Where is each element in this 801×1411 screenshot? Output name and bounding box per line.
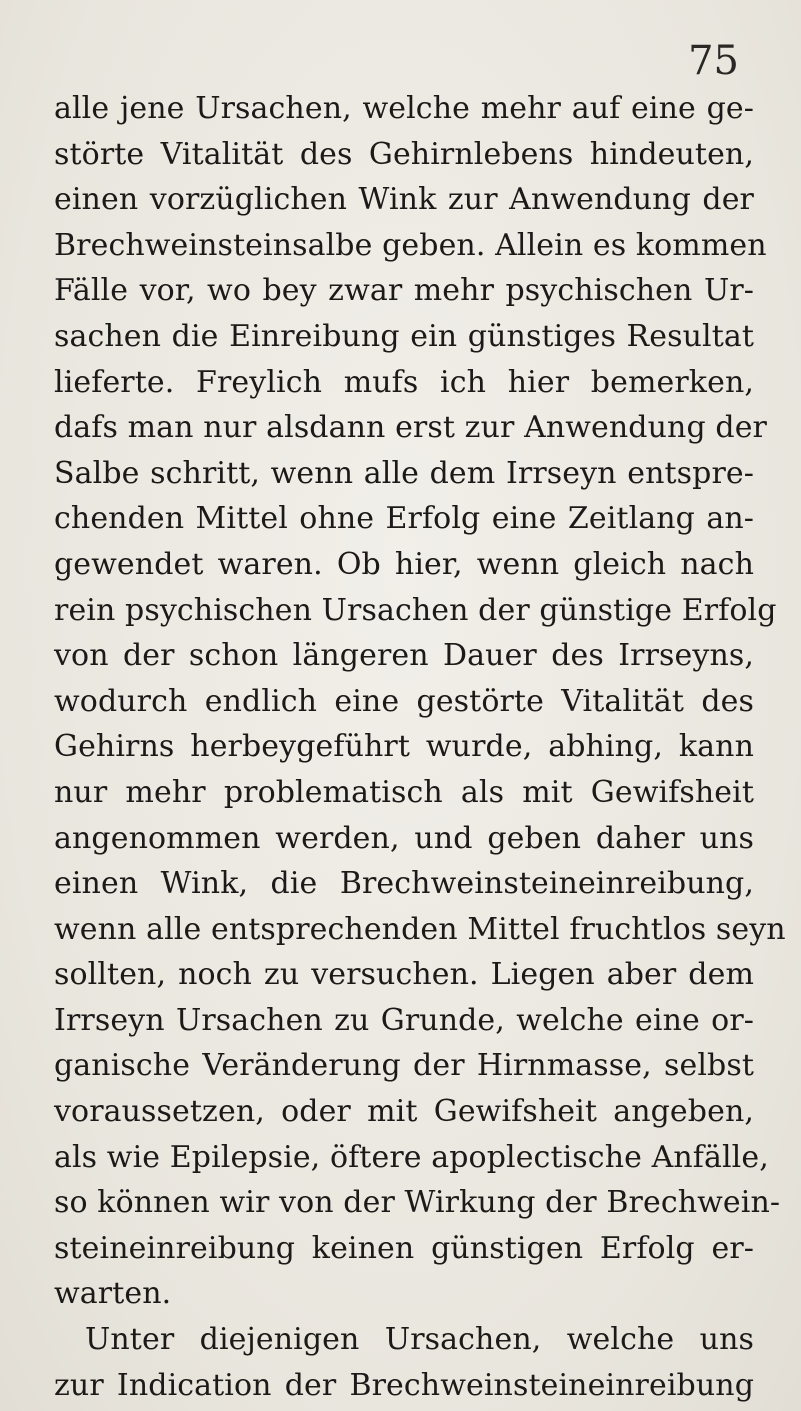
text-line: Fälle vor, wo bey zwar mehr psychischen Ur- [54,273,754,309]
text-line: von der schon längeren Dauer des Irrseyns, [54,638,754,674]
text-line: lieferte. Freylich mufs ich hier bemerken, [54,364,754,400]
text-line: dafs man nur alsdann erst zur Anwendung der [54,410,767,446]
text-line: sollten, noch zu versuchen. Liegen aber dem [54,957,754,993]
text-line: warten. [54,1276,172,1312]
page-number: 75 [688,38,739,84]
text-line: störte Vitalität des Gehirnlebens hindeuten, [54,136,754,172]
text-line: nur mehr problematisch als mit Gewifsheit [54,774,754,810]
text-line: ganische Veränderung der Hirnmasse, selbst [54,1048,754,1084]
text-line: voraussetzen, oder mit Gewifsheit angeben, [54,1094,754,1130]
text-line: sachen die Einreibung ein günstiges Resultat [54,318,754,354]
text-line: gewendet waren. Ob hier, wenn gleich nach [54,546,754,582]
text-line: wenn alle entsprechenden Mittel fruchtlos seyn [54,911,786,947]
text-line: alle jene Ursachen, welche mehr auf eine ge- [54,91,754,126]
text-line: Unter diejenigen Ursachen, welche uns [85,1322,754,1358]
text-line: angenommen werden, und geben daher uns [54,820,754,856]
text-line: Brechweinsteinsalbe geben. Allein es kommen [54,227,767,263]
text-line: zur Indication der Brechweinsteineinreibung [54,1367,754,1403]
body-text [54,86,786,1408]
text-line: als wie Epilepsie, öftere apoplectische Anfälle, [54,1139,769,1175]
text-line: Gehirns herbeygeführt wurde, abhing, kann [54,729,754,765]
text-line: Salbe schritt, wenn alle dem Irrseyn entspre- [54,455,754,491]
text-line: chenden Mittel ohne Erfolg eine Zeitlang an- [54,501,754,537]
text-line: wodurch endlich eine gestörte Vitalität des [54,683,754,719]
text-line: rein psychischen Ursachen der günstige Erfolg [54,592,777,628]
text-line: Irrseyn Ursachen zu Grunde, welche eine or- [54,1002,754,1038]
text-line: steineinreibung keinen günstigen Erfolg er- [54,1230,754,1266]
text-line: einen Wink, die Brechweinsteineinreibung, [54,866,754,902]
text-line: einen vorzüglichen Wink zur Anwendung der [54,182,754,218]
text-line: so können wir von der Wirkung der Brechwein- [54,1185,781,1221]
